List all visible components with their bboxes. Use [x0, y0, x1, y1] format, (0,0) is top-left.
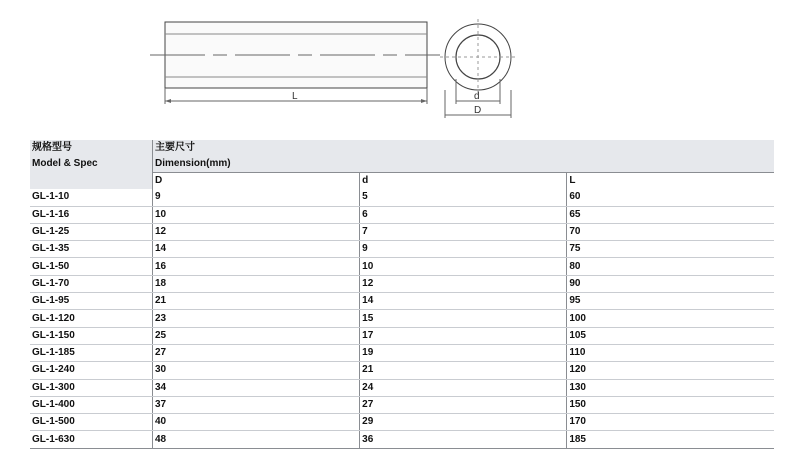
cell-d-outer: 37 [153, 396, 360, 413]
table-row [30, 258, 774, 275]
table-row [30, 362, 774, 379]
cell-d-inner: 7 [360, 223, 567, 240]
cell-d-inner: 12 [360, 275, 567, 292]
cell-l: 130 [567, 379, 774, 396]
table-row [30, 275, 774, 292]
table-row [30, 293, 774, 310]
cell-d-outer: 21 [153, 293, 360, 310]
cell-model: GL-1-50 [30, 258, 153, 275]
dimension-header [153, 140, 775, 173]
cell-l: 110 [567, 344, 774, 361]
model-header-en: Model & Spec [32, 158, 98, 169]
cell-d-inner: 10 [360, 258, 567, 275]
cell-model: GL-1-150 [30, 327, 153, 344]
cell-d-outer: 10 [153, 206, 360, 223]
cell-d-outer: 9 [153, 189, 360, 206]
cell-model: GL-1-185 [30, 344, 153, 361]
column-header-row [30, 173, 774, 190]
cell-model: GL-1-95 [30, 293, 153, 310]
cell-model: GL-1-10 [30, 189, 153, 206]
cell-d-inner: 14 [360, 293, 567, 310]
table-row [30, 223, 774, 240]
cell-l: 80 [567, 258, 774, 275]
table-row [30, 379, 774, 396]
cell-d-inner: 29 [360, 414, 567, 431]
cell-l: 75 [567, 241, 774, 258]
cell-d-inner: 9 [360, 241, 567, 258]
cell-d-outer: 23 [153, 310, 360, 327]
cell-d-inner: 15 [360, 310, 567, 327]
dimension-header-cn: 主要尺寸 [155, 142, 195, 153]
table-row [30, 344, 774, 361]
cell-model: GL-1-300 [30, 379, 153, 396]
cell-d-outer: 27 [153, 344, 360, 361]
cell-l: 65 [567, 206, 774, 223]
table-row [30, 241, 774, 258]
cell-model: GL-1-240 [30, 362, 153, 379]
cell-d-inner: 21 [360, 362, 567, 379]
cell-model: GL-1-400 [30, 396, 153, 413]
length-label: L [292, 91, 298, 102]
col-D-header: D [153, 173, 360, 190]
table-row [30, 327, 774, 344]
spec-table [30, 140, 774, 449]
cell-d-outer: 25 [153, 327, 360, 344]
col-d-header: d [360, 173, 567, 190]
cell-d-inner: 36 [360, 431, 567, 448]
table-row [30, 206, 774, 223]
cell-d-inner: 27 [360, 396, 567, 413]
cell-l: 90 [567, 275, 774, 292]
cell-d-inner: 19 [360, 344, 567, 361]
cell-model: GL-1-16 [30, 206, 153, 223]
tube-drawing [0, 0, 790, 135]
cell-model: GL-1-500 [30, 414, 153, 431]
model-header-cn: 规格型号 [32, 142, 72, 153]
cell-model: GL-1-630 [30, 431, 153, 448]
cell-model: GL-1-70 [30, 275, 153, 292]
cell-d-outer: 34 [153, 379, 360, 396]
cell-d-outer: 48 [153, 431, 360, 448]
table-row [30, 431, 774, 448]
dimension-header-en: Dimension(mm) [155, 158, 231, 169]
cell-d-inner: 6 [360, 206, 567, 223]
cell-d-outer: 18 [153, 275, 360, 292]
cell-l: 185 [567, 431, 774, 448]
model-header [30, 140, 153, 173]
cell-l: 120 [567, 362, 774, 379]
cell-l: 150 [567, 396, 774, 413]
cell-l: 95 [567, 293, 774, 310]
cell-l: 100 [567, 310, 774, 327]
cell-d-inner: 17 [360, 327, 567, 344]
cell-model: GL-1-25 [30, 223, 153, 240]
table-row [30, 189, 774, 206]
cell-l: 105 [567, 327, 774, 344]
cell-l: 60 [567, 189, 774, 206]
table-row [30, 310, 774, 327]
cell-model: GL-1-120 [30, 310, 153, 327]
cell-d-outer: 30 [153, 362, 360, 379]
cell-d-inner: 5 [360, 189, 567, 206]
model-subheader [30, 173, 153, 190]
cell-model: GL-1-35 [30, 241, 153, 258]
cell-d-outer: 40 [153, 414, 360, 431]
col-L-header: L [567, 173, 774, 190]
table-row [30, 396, 774, 413]
header-row [30, 140, 774, 173]
cell-l: 170 [567, 414, 774, 431]
cell-d-outer: 12 [153, 223, 360, 240]
cell-d-inner: 24 [360, 379, 567, 396]
tube-end-view [440, 19, 516, 118]
outer-diameter-label: D [474, 105, 482, 116]
table-row [30, 414, 774, 431]
cell-d-outer: 16 [153, 258, 360, 275]
cell-l: 70 [567, 223, 774, 240]
inner-diameter-label: d [474, 91, 480, 102]
cell-d-outer: 14 [153, 241, 360, 258]
